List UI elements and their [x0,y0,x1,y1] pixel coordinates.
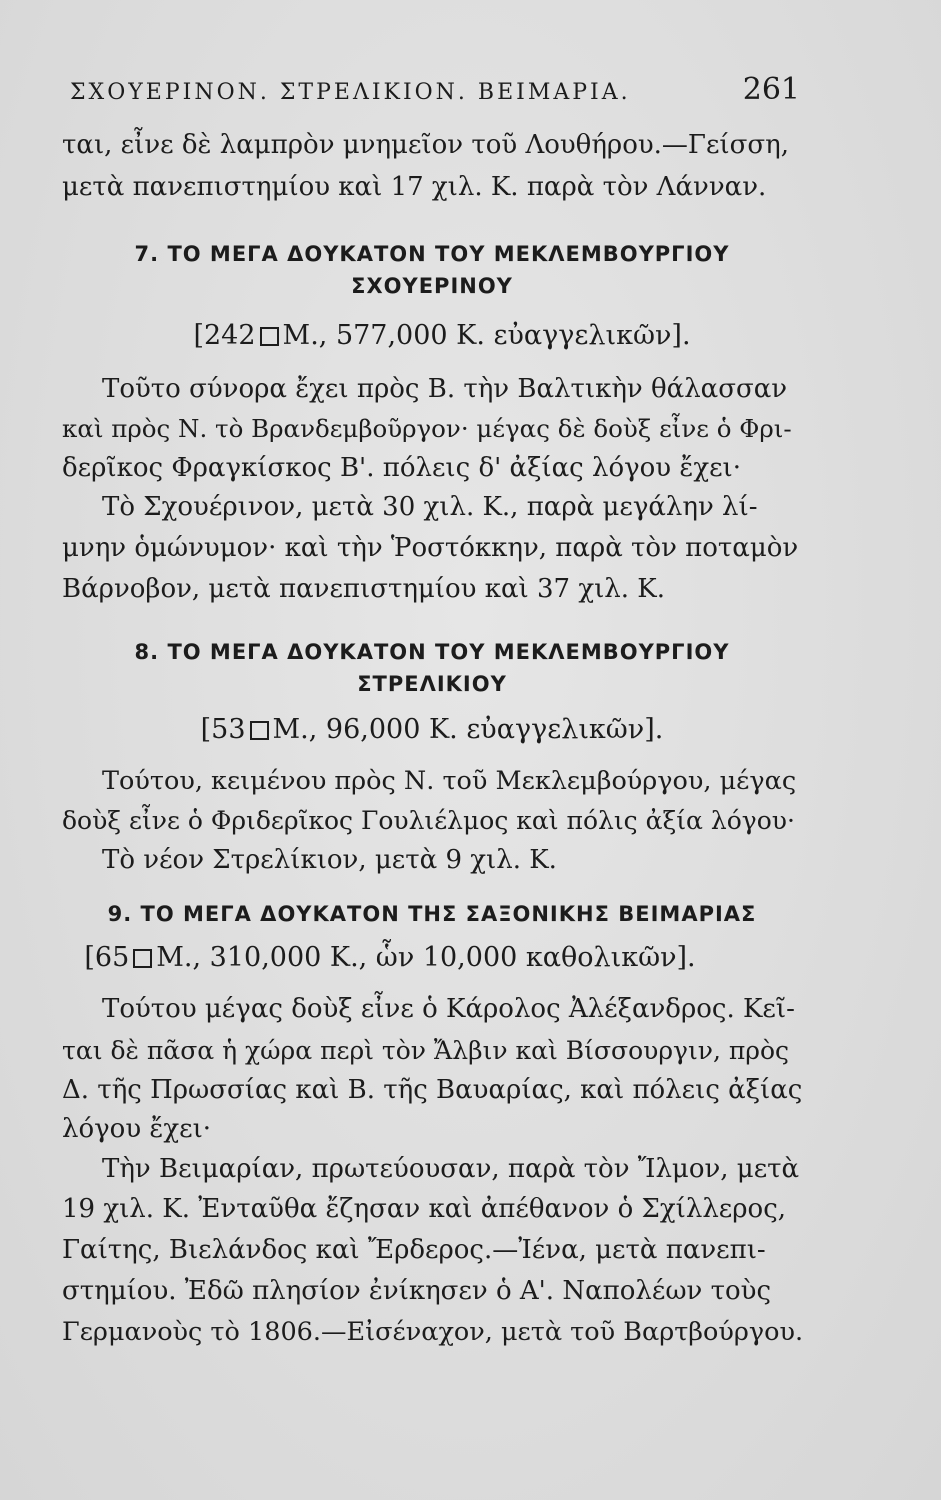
text-line: Τούτου, κειμένου πρὸς Ν. τοῦ Μεκλεμβούργου, μέγας [102,766,797,796]
area-figure: [242 [193,320,256,351]
area-figure: [53 [200,714,246,745]
section-heading: ΣΧΟΥΕΡΙΝΟΥ [351,274,513,298]
area-figure: [65 [84,942,130,973]
population-figure: Μ., 577,000 Κ. εὐαγγελικῶν]. [282,320,691,351]
text-line: ται, εἶνε δὲ λαμπρὸν μνημεῖον τοῦ Λουθήρου.—Γείσση, [62,130,789,160]
text-line: Βάρνοβον, μετὰ πανεπιστημίου καὶ 37 χιλ. Κ. [62,574,665,604]
page-number: 261 [742,72,800,107]
text-line: λόγου ἔχει· [62,1114,212,1144]
section-heading: 8. ΤΟ ΜΕΓΑ ΔΟΥΚΑΤΟΝ ΤΟΥ ΜΕΚΛΕΜΒΟΥΡΓΙΟΥ [134,640,730,664]
text-line: καὶ πρὸς Ν. τὸ Βρανδεμβοῦργον· μέγας δὲ δοὺξ εἶνε ὁ Φρι- [62,414,792,443]
section-heading: 7. ΤΟ ΜΕΓΑ ΔΟΥΚΑΤΟΝ ΤΟΥ ΜΕΚΛΕΜΒΟΥΡΓΙΟΥ [134,242,730,266]
population-figure: Μ., 310,000 Κ., ὧν 10,000 καθολικῶν]. [156,942,696,973]
population-figure: Μ., 96,000 Κ. εὐαγγελικῶν]. [272,714,664,745]
running-title: ΣΧΟΥΕΡΙΝΟΝ. ΣΤΡΕΛΙΚΙΟΝ. ΒΕΙΜΑΡΙΑ. [70,80,631,105]
text-line: Δ. τῆς Πρωσσίας καὶ Β. τῆς Βαυαρίας, καὶ πόλεις ἀξίας [62,1075,803,1105]
text-line: δερῖκος Φραγκίσκος Β'. πόλεις δ' ἀξίας λόγου ἔχει· [62,453,741,483]
text-line: 19 χιλ. Κ. Ἐνταῦθα ἔζησαν καὶ ἀπέθανον ὁ Σχίλλερος, [62,1194,787,1224]
running-header [70,72,800,116]
text-line: Τὸ Σχουέρινον, μετὰ 30 χιλ. Κ., παρὰ μεγάλην λί- [102,492,758,522]
text-line: μετὰ πανεπιστημίου καὶ 17 χιλ. Κ. παρὰ τὸν Λάνναν. [62,172,767,202]
section-statistics [20,940,760,976]
square-mile-symbol-icon [260,327,279,346]
text-line: Τὴν Βειμαρίαν, πρωτεύουσαν, παρὰ τὸν Ἴλμον, μετὰ [102,1154,800,1184]
text-line: Τοῦτο σύνορα ἔχει πρὸς Β. τὴν Βαλτικὴν θάλασσαν [102,374,788,404]
text-line: Γερμανοὺς τὸ 1806.—Εἰσέναχον, μετὰ τοῦ Βαρτβούργου. [62,1317,804,1347]
text-line: μνην ὁμώνυμον· καὶ τὴν Ῥοστόκκην, παρὰ τὸν ποταμὸν [62,533,799,563]
text-line: Γαίτης, Βιελάνδος καὶ Ἔρδερος.—Ἰένα, μετὰ πανεπι- [62,1235,766,1265]
section-statistics [72,318,812,354]
section-heading: 9. ΤΟ ΜΕΓΑ ΔΟΥΚΑΤΟΝ ΤΗΣ ΣΑΞΟΝΙΚΗΣ ΒΕΙΜΑΡΙΑΣ [107,902,757,926]
section-heading: ΣΤΡΕΛΙΚΙΟΥ [357,672,507,696]
text-line: στημίου. Ἐδῶ πλησίον ἐνίκησεν ὁ Α'. Ναπολέων τοὺς [62,1276,772,1306]
text-line: Τὸ νέον Στρελίκιον, μετὰ 9 χιλ. Κ. [102,845,557,875]
square-mile-symbol-icon [133,949,152,968]
section-statistics [62,712,802,748]
square-mile-symbol-icon [250,721,269,740]
text-line: ται δὲ πᾶσα ἡ χώρα περὶ τὸν Ἄλβιν καὶ Βίσσουργιν, πρὸς [62,1036,790,1065]
text-line: δοὺξ εἶνε ὁ Φριδερῖκος Γουλιέλμος καὶ πόλις ἀξία λόγου· [62,806,795,835]
text-line: Τούτου μέγας δοὺξ εἶνε ὁ Κάρολος Ἀλέξανδρος. Κεῖ- [102,994,795,1024]
